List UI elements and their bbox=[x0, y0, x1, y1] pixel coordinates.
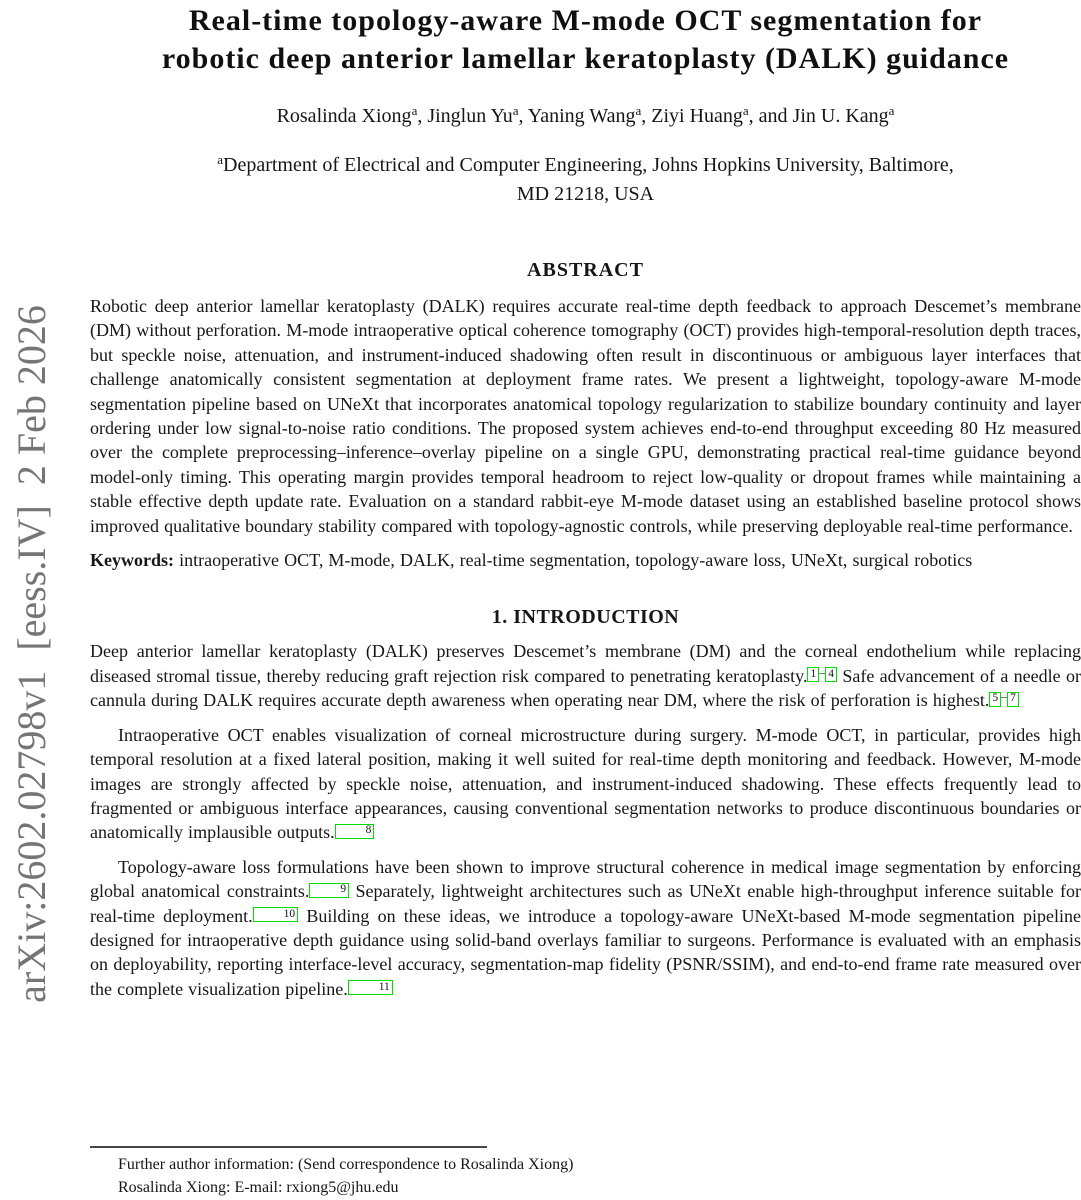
footnote bbox=[90, 1146, 1081, 1199]
intro-paragraph-2: Intraoperative OCT enables visualization of corneal microstructure during surgery. M-mode OCT, in particular, provides high temporal resolution at a fixed lateral position, making it well suited for real-time depth monitoring and feedback. However, M-mode images are strongly affected by speckle noise, attenuation, and instrument-induced shadowing. These effects frequently lead to fragmented or ambiguous interface appearances, causing conventional segmentation networks to produce discontinuous boundaries or anatomically implausible outputs. $^8$ bbox=[90, 724, 1081, 843]
citation-range-dash: – bbox=[1001, 689, 1008, 704]
citation-link[interactable]: 7 bbox=[1007, 692, 1019, 707]
affiliation-line1: $^a$Department of Electrical and Computer Engineering, Johns Hopkins University, Baltimore, bbox=[217, 152, 954, 176]
paper-title bbox=[90, 2, 1081, 78]
affiliation-superscript: a bbox=[742, 103, 749, 118]
citation-link[interactable]: 4 bbox=[825, 667, 837, 682]
arxiv-stamp: arXiv:2602.02798v1 [eess.IV] 2 Feb 2026 bbox=[9, 305, 54, 1003]
footnote-email: Rosalinda Xiong: E-mail: rxiong5@jhu.edu bbox=[118, 1178, 399, 1196]
citation-link[interactable]: 1 bbox=[807, 667, 819, 682]
affiliation-superscript: a bbox=[888, 103, 895, 118]
citation-link[interactable]: 10 bbox=[253, 907, 299, 922]
abstract-body: Robotic deep anterior lamellar keratoplasty (DALK) requires accurate real-time depth feedback to approach Descemet’s membrane (DM) without perforation. M-mode intraoperative optical coherence tomography (OCT) provides high-temporal-resolution depth traces, but speckle noise, attenuation, and instrument-induced shadowing often result in discontinuous or ambiguous layer interfaces that challenge anatomically consistent segmentation at deployment frame rates. We present a lightweight, topology-aware M-mode segmentation pipeline based on UNeXt that incorporates anatomical topology regularization to stabilize boundary continuity and layer ordering under low signal-to-noise ratio conditions. The proposed system achieves end-to-end throughput exceeding 80 Hz measured over the complete preprocessing–inference–overlay pipeline on a single GPU, demonstrating practical real-time guidance beyond model-only timing. This operating margin provides temporal headroom to reject low-quality or dropout frames while maintaining a stable effective depth update rate. Evaluation on a standard rabbit-eye M-mode dataset using an established baseline protocol shows improved qualitative boundary stability compared with topology-agnostic controls, while preserving deployable real-time performance. bbox=[90, 296, 1081, 536]
footnote-rule bbox=[90, 1146, 487, 1148]
keywords-text: intraoperative OCT, M-mode, DALK, real-time segmentation, topology-aware loss, UNeXt, surgical robotics bbox=[174, 550, 973, 571]
paper-column bbox=[90, 0, 1081, 1001]
section-heading-introduction: 1. INTRODUCTION bbox=[491, 606, 680, 629]
authors-line: Rosalinda Xiong$^a$, Jinglun Yu$^a$, Yaning Wang$^a$, Ziyi Huang$^a$, and Jin U. Kang$^a$ bbox=[276, 103, 895, 127]
affiliation-superscript: a bbox=[217, 152, 223, 167]
intro-paragraph-1: Deep anterior lamellar keratoplasty (DALK) preserves Descemet’s membrane (DM) and the corneal endothelium while replacing diseased stromal tissue, thereby reducing graft rejection risk compared to penetrating keratoplasty. $^1$ – $^4$ Safe advancement of a needle or cannula during DALK requires accurate depth awareness when operating near DM, where the risk of perforation is highest. $^5$ – $^7$ bbox=[90, 641, 1081, 711]
intro-paragraph-3: Topology-aware loss formulations have been shown to improve structural coherence in medical image segmentation by enforcing global anatomical constraints. $^9$ Separately, lightweight architectures such as UNeXt enable high-throughput inference suitable for real-time deployment. $^{10}$ Building on these ideas, we introduce a topology-aware UNeXt-based M-mode segmentation pipeline designed for intraoperative depth guidance using solid-band overlays familiar to surgeons. Performance is evaluated with an emphasis on deployability, reporting interface-level accuracy, segmentation-map fidelity (PSNR/SSIM), and end-to-end frame rate measured over the complete visualization pipeline. $^{11}$ bbox=[90, 856, 1081, 999]
footnote-author-info: Further author information: (Send correspondence to Rosalinda Xiong) bbox=[118, 1156, 574, 1173]
affiliation-superscript: a bbox=[411, 103, 418, 118]
keywords-label: Keywords: bbox=[90, 550, 174, 571]
citation-range-dash: – bbox=[819, 664, 826, 679]
affiliation-line2: MD 21218, USA bbox=[516, 183, 655, 205]
citation-link[interactable]: 11 bbox=[348, 980, 393, 995]
citation-link[interactable]: 5 bbox=[989, 692, 1001, 707]
keywords-line bbox=[90, 548, 1081, 572]
abstract-heading: ABSTRACT bbox=[527, 259, 644, 281]
paper-title-line1: Real-time topology-aware M-mode OCT segmentation for bbox=[188, 4, 983, 37]
affiliation bbox=[90, 151, 1081, 209]
citation-link[interactable]: 9 bbox=[309, 883, 349, 898]
citation-link[interactable]: 8 bbox=[335, 824, 375, 839]
affiliation-superscript: a bbox=[635, 103, 642, 118]
affiliation-superscript: a bbox=[512, 103, 519, 118]
paper-title-line2: robotic deep anterior lamellar keratoplasty (DALK) guidance bbox=[161, 42, 1010, 75]
